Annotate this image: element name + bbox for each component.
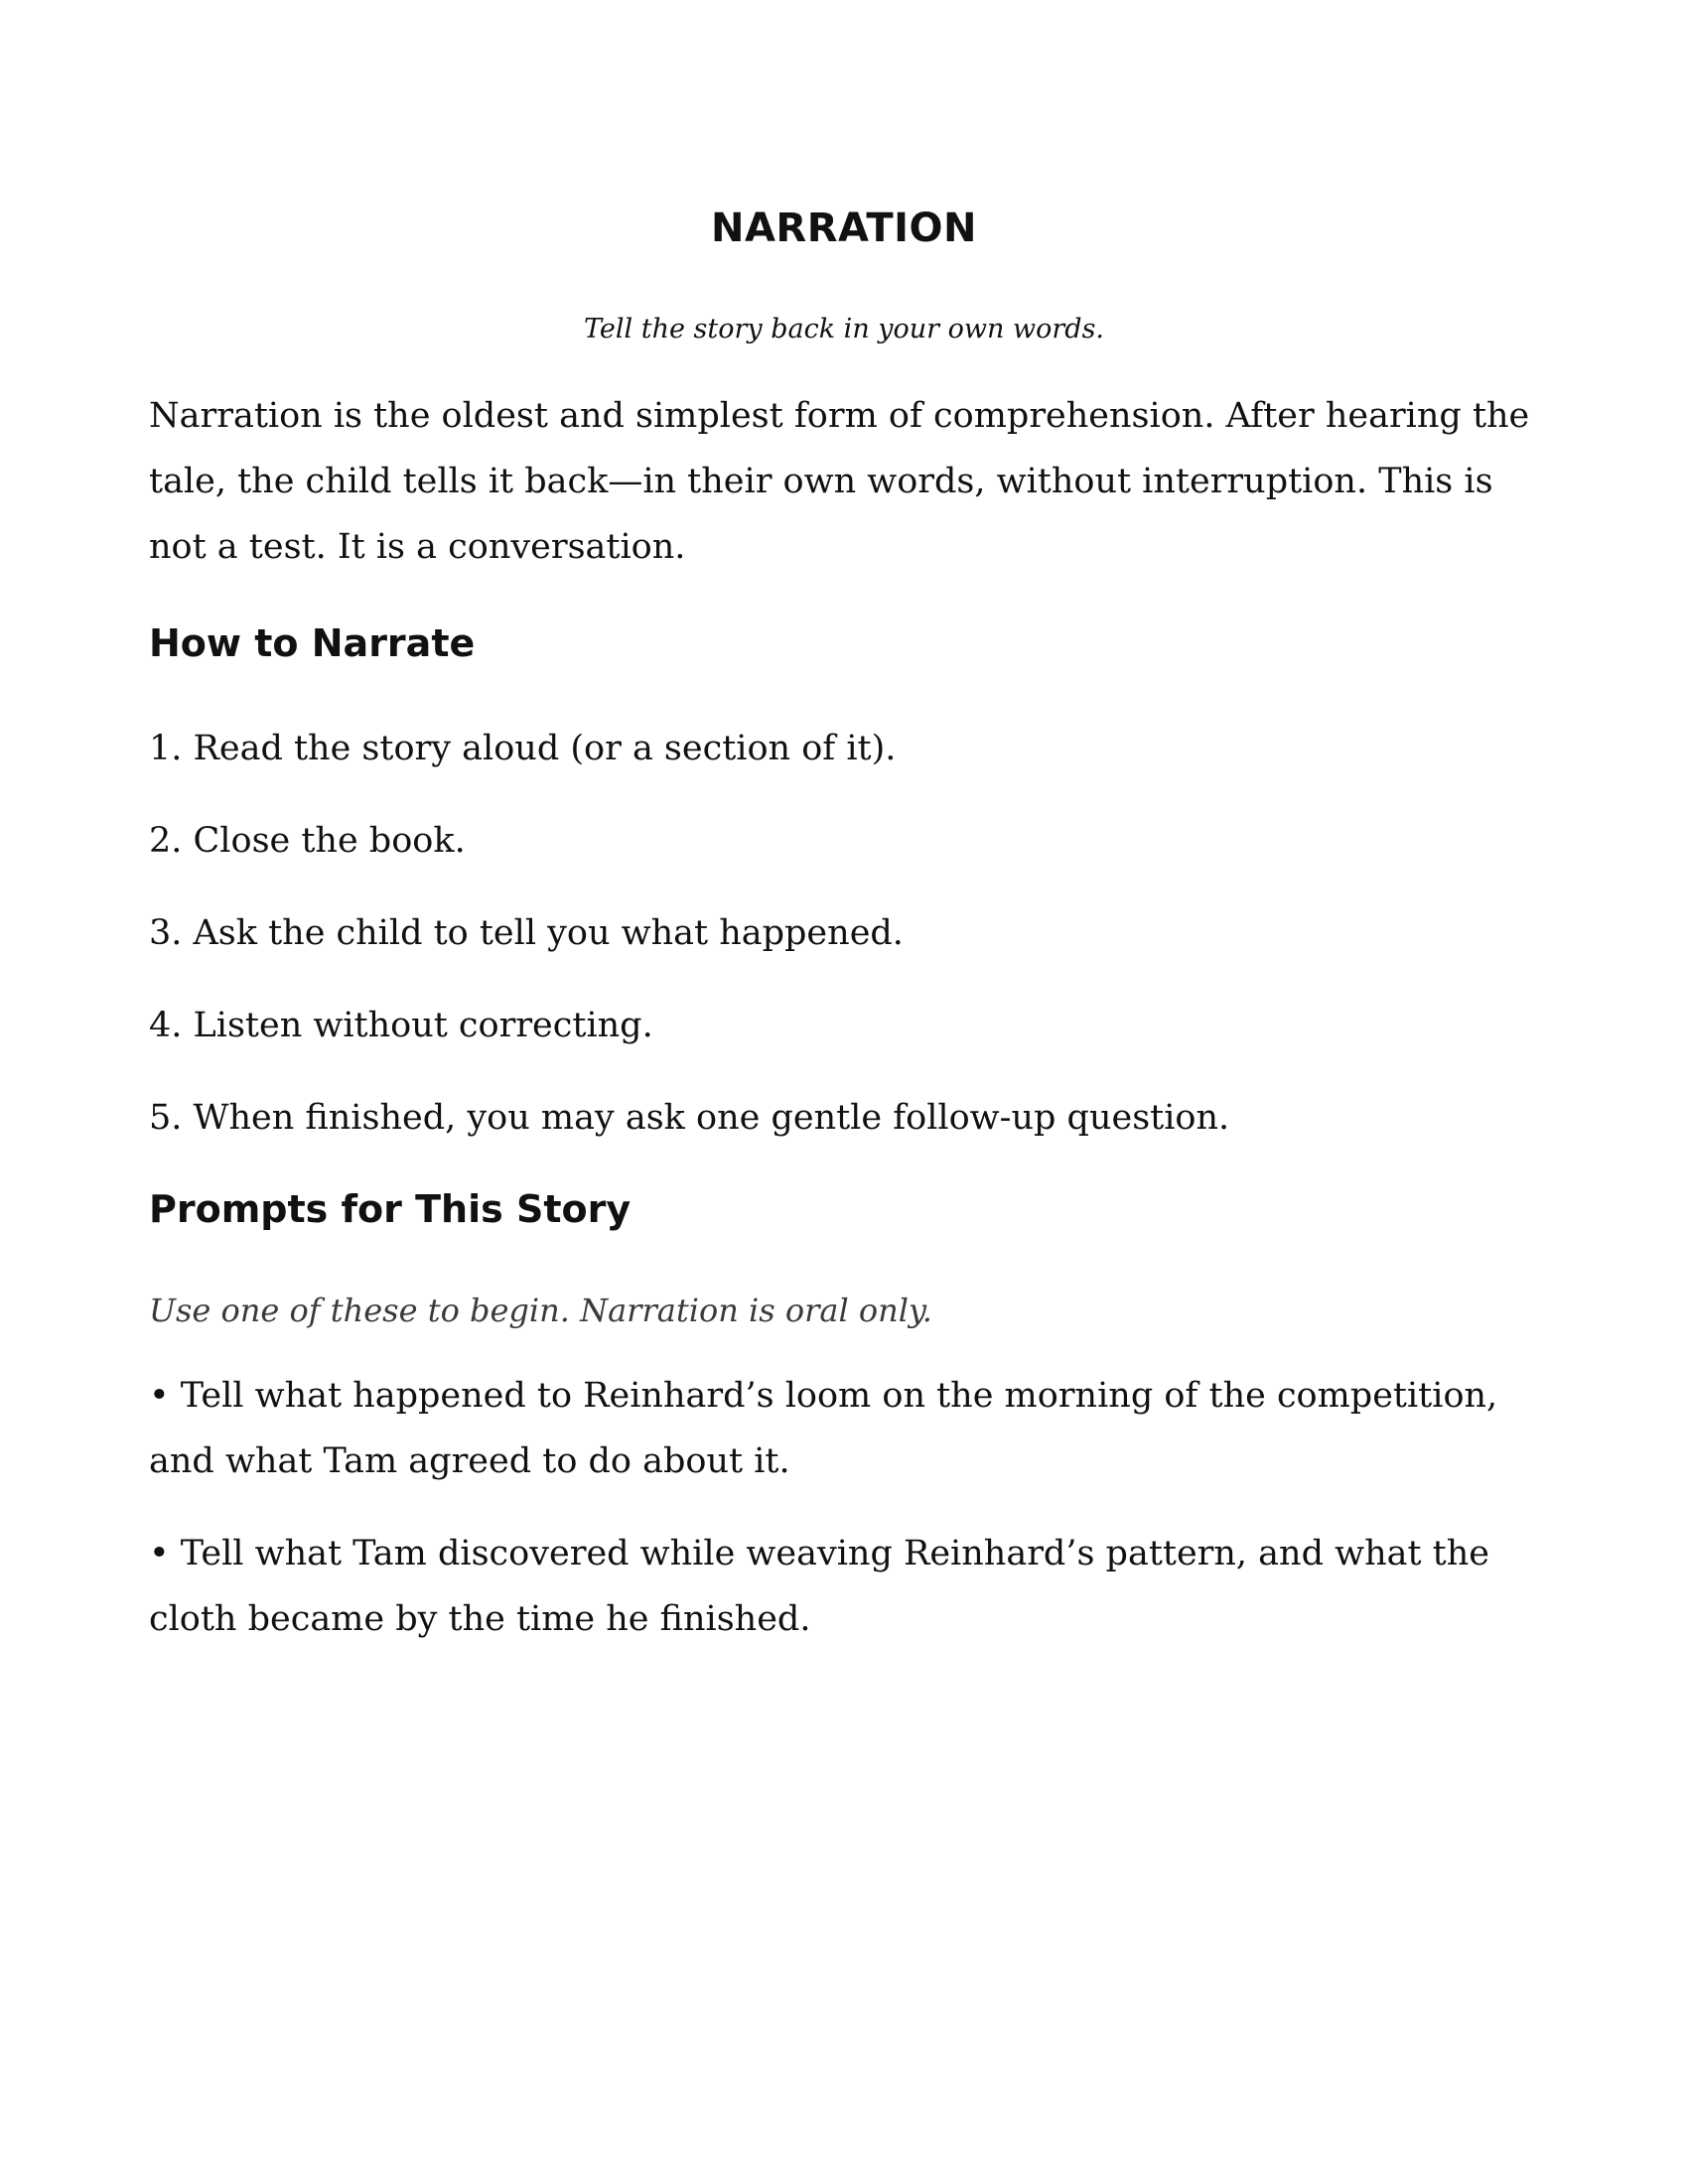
step-item: 2. Close the book. bbox=[149, 821, 466, 861]
page-subtitle: Tell the story back in your own words. bbox=[583, 314, 1105, 344]
how-to-heading: How to Narrate bbox=[149, 621, 476, 665]
prompts-note: Use one of these to begin. Narration is oral only. bbox=[149, 1292, 932, 1329]
step-item: 4. Listen without correcting. bbox=[149, 1006, 653, 1045]
page-title: NARRATION bbox=[710, 205, 978, 251]
prompts-heading: Prompts for This Story bbox=[149, 1187, 632, 1231]
step-item: 1. Read the story aloud (or a section of it). bbox=[149, 729, 897, 768]
prompt-item: • Tell what happened to Reinhard’s loom on the morning of the competition, and what Tam agreed to do about it. bbox=[149, 1376, 1498, 1481]
intro-paragraph: Narration is the oldest and simplest form of comprehension. After hearing the tale, the child tells it back—in their own words, without interruption. This is not a test. It is a conversation. bbox=[149, 396, 1530, 567]
step-item: 3. Ask the child to tell you what happened. bbox=[149, 913, 904, 953]
document-page bbox=[149, 0, 1539, 2184]
prompt-item: • Tell what Tam discovered while weaving Reinhard’s pattern, and what the cloth became by the time he finished. bbox=[149, 1534, 1489, 1639]
step-item: 5. When finished, you may ask one gentle follow-up question. bbox=[149, 1098, 1230, 1138]
